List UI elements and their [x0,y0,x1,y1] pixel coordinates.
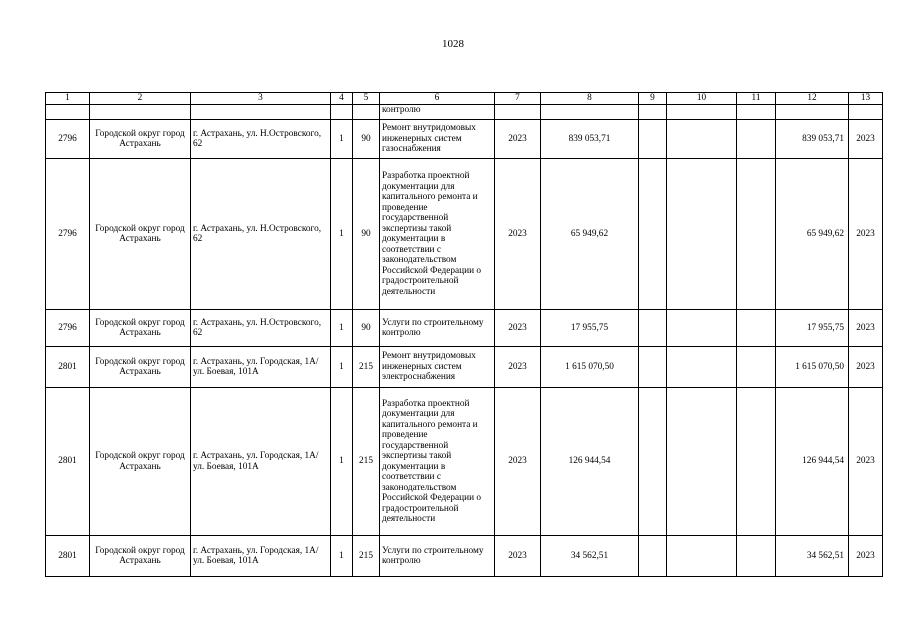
cell-cost: 17 955,75 [541,310,639,347]
table-row [46,159,883,310]
column-number: 5 [353,93,380,105]
cell-municipality: Городской округ город Астрахань [90,347,191,388]
cell-id: 2796 [46,310,90,347]
column-number: 6 [380,93,495,105]
cell-col11 [737,310,776,347]
cell-col10 [667,347,737,388]
cell-total: 17 955,75 [776,310,849,347]
cell-total: 839 053,71 [776,120,849,159]
cell-work-type: Услуги по строительному контролю [380,310,495,347]
cell-col5: 215 [353,347,380,388]
cell-col11 [737,347,776,388]
cell-col10 [667,310,737,347]
cell-cost: 839 053,71 [541,120,639,159]
cell-col5: 90 [353,159,380,310]
cell-col9 [639,536,667,577]
cell-id: 2796 [46,159,90,310]
cell-total: 126 944,54 [776,388,849,536]
header-row [46,93,883,105]
cell-year: 2023 [495,310,541,347]
cell-year: 2023 [495,388,541,536]
column-number: 8 [541,93,639,105]
table-row [46,120,883,159]
table-row [46,310,883,347]
column-number: 13 [849,93,883,105]
cell-municipality: Городской округ город Астрахань [90,159,191,310]
column-number: 2 [90,93,191,105]
column-number: 10 [667,93,737,105]
cell-col10 [667,120,737,159]
table-row [46,388,883,536]
cell-col5: 215 [353,388,380,536]
cell-year: 2023 [495,347,541,388]
cell-work-type: Ремонт внутридомовых инженерных систем электроснабжения [380,347,495,388]
cell-address: г. Астрахань, ул. Н.Островского, 62 [191,120,331,159]
cell-end-year: 2023 [849,347,883,388]
column-number: 4 [331,93,353,105]
cell-address: г. Астрахань, ул. Городская, 1А/ ул. Боевая, 101А [191,388,331,536]
cell-col11 [737,120,776,159]
cell-id: 2801 [46,388,90,536]
cell-col9 [639,310,667,347]
cell-municipality: Городской округ город Астрахань [90,388,191,536]
continuation-row [46,105,883,120]
cell-municipality: Городской округ город Астрахань [90,120,191,159]
cell-col4: 1 [331,347,353,388]
cell-end-year: 2023 [849,310,883,347]
cell-total: 34 562,51 [776,536,849,577]
cell-col5: 90 [353,120,380,159]
cell-work-type: Ремонт внутридомовых инженерных систем газоснабжения [380,120,495,159]
cell-address: г. Астрахань, ул. Н.Островского, 62 [191,159,331,310]
cell-year: 2023 [495,120,541,159]
cell-col4: 1 [331,388,353,536]
cell-col4: 1 [331,310,353,347]
cell-end-year: 2023 [849,388,883,536]
cell-col9 [639,159,667,310]
cell-col9 [639,388,667,536]
cell-total: 1 615 070,50 [776,347,849,388]
column-number: 9 [639,93,667,105]
column-number: 7 [495,93,541,105]
cell-col5: 215 [353,536,380,577]
cell-address: г. Астрахань, ул. Городская, 1А/ ул. Боевая, 101А [191,536,331,577]
cell-col10 [667,536,737,577]
cell-cost: 126 944,54 [541,388,639,536]
cell-col9 [639,347,667,388]
cell-col4: 1 [331,536,353,577]
cell-address: г. Астрахань, ул. Городская, 1А/ ул. Боевая, 101А [191,347,331,388]
cell-id: 2801 [46,536,90,577]
cell-col10 [667,388,737,536]
cell-id: 2796 [46,120,90,159]
program-table [45,92,883,577]
cell-end-year: 2023 [849,536,883,577]
table-row [46,536,883,577]
cell-work-type: Разработка проектной документации для капитального ремонта и проведение государственной экспертизы такой документации в соответствии с законодательством Российской Федерации о градостроительной деятельности [380,159,495,310]
cell-col10 [667,159,737,310]
column-number: 3 [191,93,331,105]
cell-cost: 34 562,51 [541,536,639,577]
cell-col11 [737,159,776,310]
cell-work-type: Услуги по строительному контролю [380,536,495,577]
table-row [46,347,883,388]
cell-col11 [737,536,776,577]
cell-cost: 65 949,62 [541,159,639,310]
cell-col9 [639,120,667,159]
cell-address: г. Астрахань, ул. Н.Островского, 62 [191,310,331,347]
cell-end-year: 2023 [849,120,883,159]
cell-col11 [737,388,776,536]
cell-end-year: 2023 [849,159,883,310]
cell-year: 2023 [495,159,541,310]
cell-municipality: Городской округ город Астрахань [90,536,191,577]
cell-cost: 1 615 070,50 [541,347,639,388]
cell-col4: 1 [331,159,353,310]
column-number: 12 [776,93,849,105]
column-number: 11 [737,93,776,105]
cell-total: 65 949,62 [776,159,849,310]
cell-col5: 90 [353,310,380,347]
cell-work-type: Разработка проектной документации для капитального ремонта и проведение государственной экспертизы такой документации в соответствии с законодательством Российской Федерации о градостроительной деятельности [380,388,495,536]
cell-id: 2801 [46,347,90,388]
cell-year: 2023 [495,536,541,577]
column-number: 1 [46,93,90,105]
cell-municipality: Городской округ город Астрахань [90,310,191,347]
page-number: 1028 [442,38,464,50]
cell-col4: 1 [331,120,353,159]
continuation-text: контролю [380,105,495,120]
